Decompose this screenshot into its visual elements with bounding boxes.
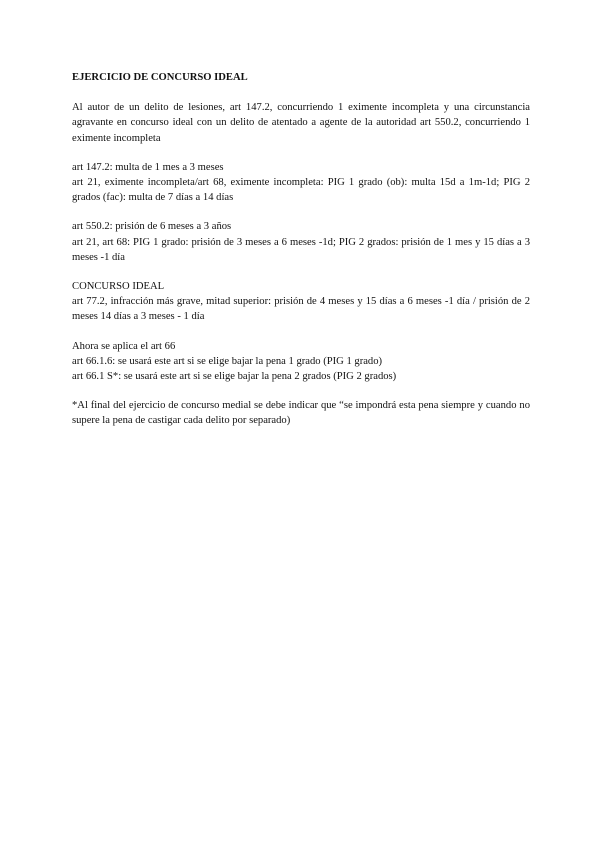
art-147-penalty: art 147.2: multa de 1 mes a 3 meses — [72, 161, 224, 173]
document-title: EJERCICIO DE CONCURSO IDEAL — [72, 72, 248, 83]
section-art-66 — [72, 339, 530, 385]
art-66-option-2: art 66.1 S*: se usará este art si se elige bajar la pena 2 grados (PIG 2 grados) — [72, 371, 397, 383]
section-concurso-ideal — [72, 279, 530, 325]
document-page — [72, 70, 530, 443]
art-550-penalty: art 550.2: prisión de 6 meses a 3 años — [72, 221, 232, 233]
art-550-reduction: art 21, art 68: PIG 1 grado: prisión de 3 meses a 6 meses -1d; PIG 2 grados: prisión de 1 mes y 15 días a 3 meses -1 día — [72, 236, 530, 263]
intro-paragraph: Al autor de un delito de lesiones, art 147.2, concurriendo 1 eximente incompleta y una circunstancia agravante en concurso ideal con un delito de atentado a agente de la autoridad art 550.2, concurriendo 1 eximente incompleta — [72, 102, 530, 144]
art-147-reduction: art 21, eximente incompleta/art 68, eximente incompleta: PIG 1 grado (ob): multa 15d a 1m-1d; PIG 2 grados (fac): multa de 7 días a 14 días — [72, 177, 530, 204]
concurso-ideal-rule: art 77.2, infracción más grave, mitad superior: prisión de 4 meses y 15 días a 6 meses -1 día / prisión de 2 meses 14 días a 3 meses - 1 día — [72, 296, 530, 323]
section-art-550 — [72, 219, 530, 265]
concurso-ideal-heading: CONCURSO IDEAL — [72, 281, 165, 293]
art-66-option-1: art 66.1.6: se usará este art si se elige bajar la pena 1 grado (PIG 1 grado) — [72, 355, 383, 367]
section-art-147 — [72, 160, 530, 206]
final-note: *Al final del ejercicio de concurso medial se debe indicar que “se impondrá esta pena siempre y cuando no supere la pena de castigar cada delito por separado) — [72, 400, 530, 427]
art-66-heading: Ahora se aplica el art 66 — [72, 340, 176, 352]
